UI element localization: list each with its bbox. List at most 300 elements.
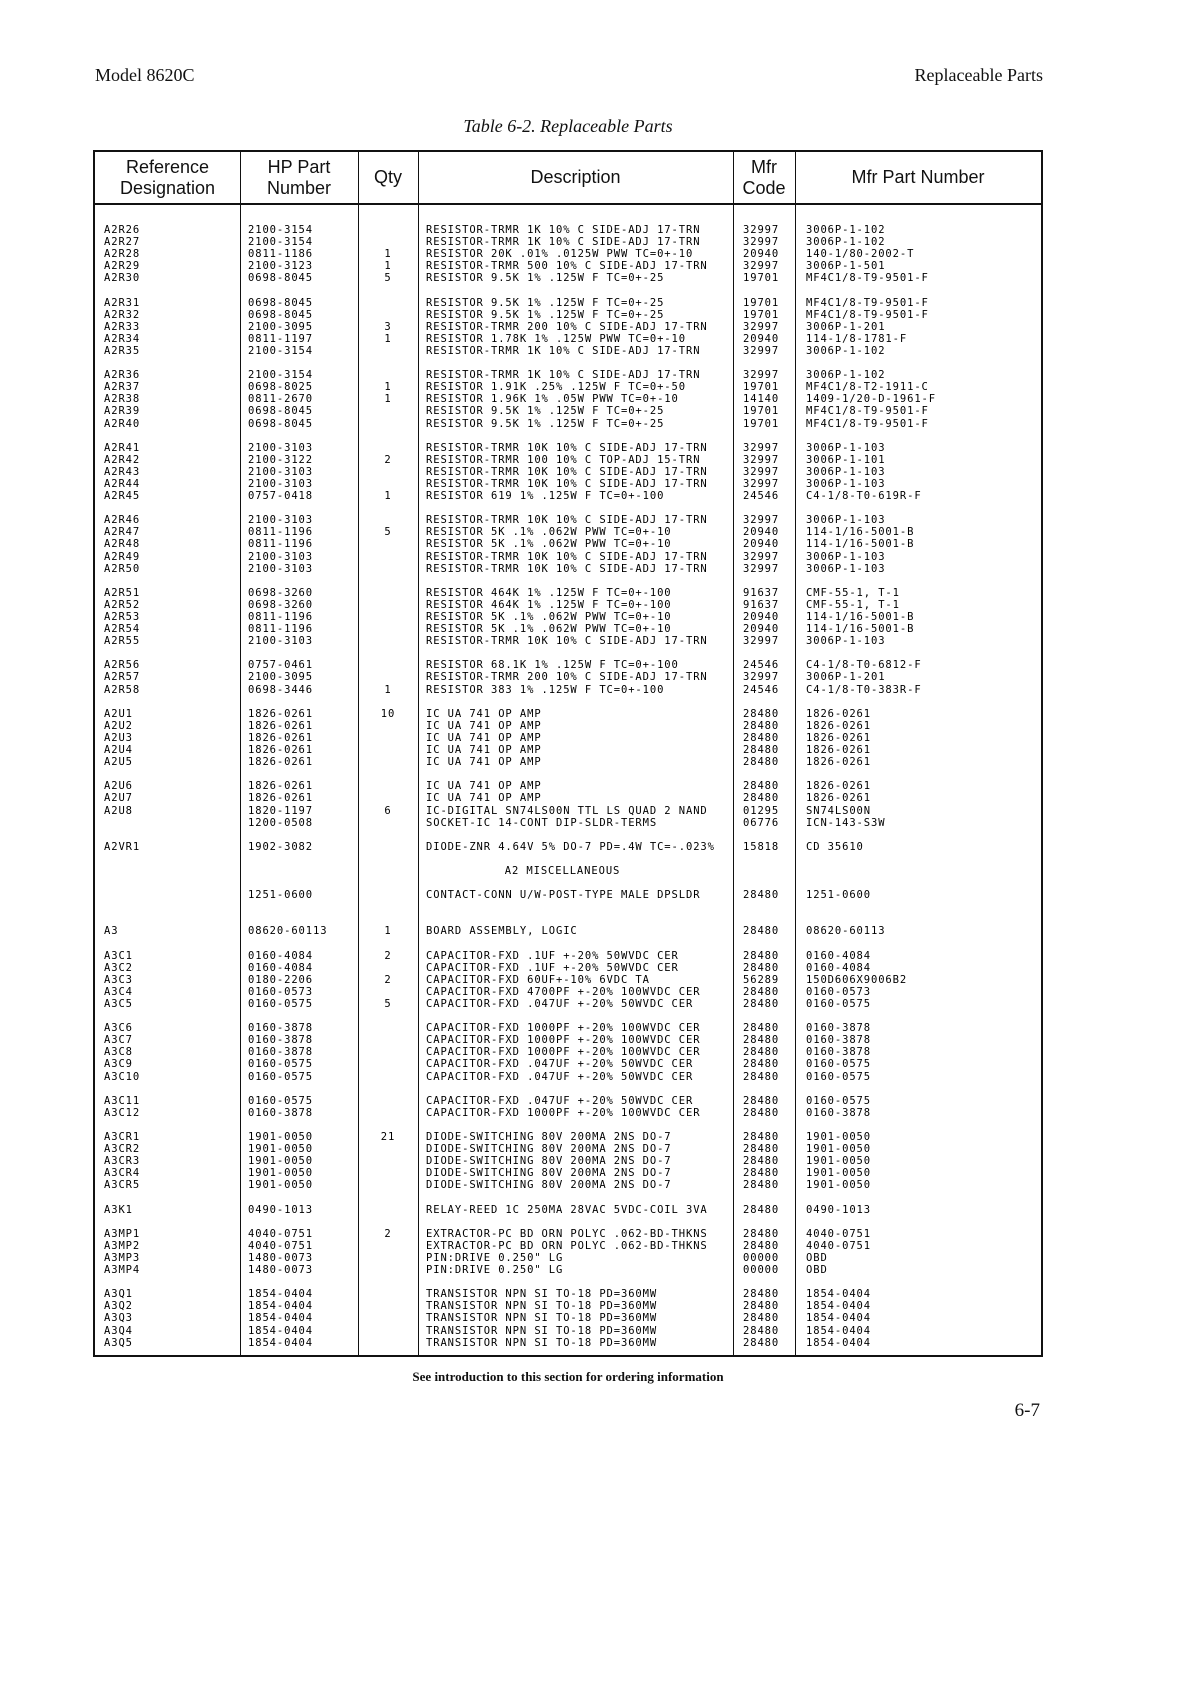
qty-cell: [358, 236, 418, 248]
mfr-part-number-cell: 08620-60113: [806, 925, 886, 938]
ref-designation-cell: A2R51: [104, 586, 141, 599]
description-cell: IC UA 741 OP AMP: [426, 792, 542, 805]
description-cell: RESISTOR-TRMR 1K 10% C SIDE-ADJ 17-TRN: [426, 369, 701, 382]
ref-designation-cell: A3CR3: [104, 1155, 141, 1168]
ref-designation-cell: A3MP2: [104, 1239, 141, 1252]
ref-designation-cell: A2R41: [104, 441, 141, 454]
description-cell: IC UA 741 OP AMP: [426, 780, 542, 793]
description-cell: CAPACITOR-FXD .047UF +-20% 50WVDC CER: [426, 998, 694, 1010]
hp-part-number-cell: 2100-3154: [248, 236, 313, 249]
mfr-part-number-cell: 3006P-1-103: [806, 562, 886, 575]
mfr-code-cell: 28480: [743, 1227, 780, 1240]
qty-cell: 1: [384, 490, 392, 503]
header-description: [418, 152, 733, 203]
mfr-part-number-cell: MF4C1/8-T9-9501-F: [806, 308, 929, 321]
mfr-code-cell: 20940: [743, 611, 780, 623]
description-cell: RESISTOR-TRMR 10K 10% C SIDE-ADJ 17-TRN: [426, 635, 708, 648]
ref-designation-cell: A2R47: [104, 526, 141, 539]
hp-part-number-cell: 2100-3095: [248, 320, 313, 333]
qty-cell: [358, 538, 418, 550]
mfr-code-cell: 32997: [743, 671, 780, 684]
table-row: [95, 792, 1041, 804]
table-row: [95, 1337, 1041, 1349]
table-caption: Table 6-2. Replaceable Parts: [463, 116, 673, 136]
description-cell: IC UA 741 OP AMP: [426, 707, 542, 720]
ref-designation-cell: A2R40: [104, 417, 141, 430]
mfr-code-cell: 32997: [743, 453, 780, 466]
mfr-part-number-cell: 1826-0261: [806, 719, 871, 732]
header-text: Number: [266, 177, 332, 198]
hp-part-number-cell: 2100-3154: [248, 344, 313, 357]
table-row: [95, 260, 1041, 272]
qty-cell: [358, 671, 418, 683]
mfr-part-number-cell: 3006P-1-102: [806, 224, 886, 236]
mfr-part-number-cell: MF4C1/8-T9-9501-F: [806, 405, 929, 418]
mfr-code-cell: 28480: [743, 1336, 780, 1349]
header-text: Code: [742, 177, 786, 198]
mfr-part-number-cell: 3006P-1-501: [806, 260, 886, 273]
ref-designation-cell: A2R55: [104, 635, 141, 648]
mfr-code-cell: 19701: [743, 417, 780, 430]
qty-cell: [358, 514, 418, 526]
ref-designation-cell: A3CR5: [104, 1179, 141, 1192]
description-cell: RESISTOR 9.5K 1% .125W F TC=0+-25: [426, 296, 665, 309]
description-cell: RESISTOR 5K .1% .062W PWW TC=0+-10: [426, 538, 672, 551]
qty-cell: 2: [384, 453, 392, 466]
mfr-part-number-cell: 1854-0404: [806, 1300, 871, 1313]
mfr-part-number-cell: 1826-0261: [806, 780, 871, 793]
qty-cell: [358, 1107, 418, 1119]
qty-cell: [358, 1337, 418, 1349]
hp-part-number-cell: 0160-0573: [248, 985, 313, 998]
description-cell: DIODE-SWITCHING 80V 200MA 2NS DO-7: [426, 1167, 672, 1180]
mfr-code-cell: 28480: [743, 949, 780, 962]
header-qty: [358, 152, 418, 203]
mfr-part-number-cell: 1826-0261: [806, 744, 871, 757]
qty-cell: 1: [384, 683, 392, 696]
hp-part-number-cell: 1820-1197: [248, 804, 313, 817]
ref-designation-cell: A2R52: [104, 598, 141, 611]
table-row: [95, 418, 1041, 430]
qty-cell: [358, 962, 418, 974]
mfr-code-cell: 32997: [743, 260, 780, 273]
qty-cell: [358, 623, 418, 635]
mfr-part-number-cell: C4-1/8-T0-383R-F: [806, 683, 922, 696]
ref-designation-cell: A3C9: [104, 1058, 133, 1071]
table-row: [95, 1022, 1041, 1034]
hp-part-number-cell: 0757-0461: [248, 659, 313, 672]
group-spacer: [95, 1192, 1041, 1204]
mfr-part-number-cell: 4040-0751: [806, 1227, 871, 1240]
ref-designation-cell: A2R58: [104, 683, 141, 696]
group-spacer: [95, 1276, 1041, 1288]
mfr-code-cell: 28480: [743, 1034, 780, 1047]
table-row: [95, 671, 1041, 683]
table-row: [95, 756, 1041, 768]
mfr-code-cell: 28480: [743, 1058, 780, 1071]
mfr-part-number-cell: 0160-0573: [806, 985, 871, 998]
hp-part-number-cell: 0698-8025: [248, 381, 313, 394]
ref-designation-cell: A2R32: [104, 308, 141, 321]
mfr-code-cell: 32997: [743, 320, 780, 333]
mfr-part-number-cell: 0160-0575: [806, 1094, 871, 1107]
hp-part-number-cell: 1826-0261: [248, 792, 313, 805]
ref-designation-cell: A2R44: [104, 477, 141, 490]
table-row: [95, 224, 1041, 236]
mfr-part-number-cell: 0490-1013: [806, 1203, 871, 1216]
mfr-code-cell: 28480: [743, 1179, 780, 1192]
hp-part-number-cell: 0811-2670: [248, 393, 313, 406]
table-row: [95, 345, 1041, 357]
mfr-code-cell: 28480: [743, 1288, 780, 1301]
mfr-part-number-cell: MF4C1/8-T9-9501-F: [806, 272, 929, 285]
ref-designation-cell: A3Q2: [104, 1300, 133, 1313]
hp-part-number-cell: 0811-1196: [248, 623, 313, 636]
qty-cell: [358, 297, 418, 309]
mfr-code-cell: 91637: [743, 586, 780, 599]
ref-designation-cell: A2R36: [104, 369, 141, 382]
qty-cell: [358, 224, 418, 236]
mfr-code-cell: 28480: [743, 961, 780, 974]
qty-cell: 1: [384, 332, 392, 345]
table-row: [95, 454, 1041, 466]
table-row: [95, 333, 1041, 345]
mfr-code-cell: 28480: [743, 756, 780, 769]
hp-part-number-cell: 0698-8045: [248, 272, 313, 285]
qty-cell: [358, 1179, 418, 1191]
description-cell: CAPACITOR-FXD 1000PF +-20% 100WVDC CER: [426, 1022, 701, 1035]
mfr-code-cell: 20940: [743, 526, 780, 539]
mfr-code-cell: 28480: [743, 1300, 780, 1313]
qty-cell: 2: [384, 973, 392, 986]
hp-part-number-cell: 1826-0261: [248, 756, 313, 769]
table-row: [95, 381, 1041, 393]
table-row: [95, 635, 1041, 647]
ref-designation-cell: A2R38: [104, 393, 141, 406]
description-cell: RESISTOR-TRMR 1K 10% C SIDE-ADJ 17-TRN: [426, 236, 701, 249]
mfr-part-number-cell: C4-1/8-T0-619R-F: [806, 490, 922, 503]
mfr-code-cell: 32997: [743, 550, 780, 563]
table-row: [95, 309, 1041, 321]
mfr-code-cell: 32997: [743, 635, 780, 648]
ref-designation-cell: A2R57: [104, 671, 141, 684]
ref-designation-cell: A3C5: [104, 998, 133, 1010]
qty-cell: [358, 1264, 418, 1276]
description-cell: DIODE-SWITCHING 80V 200MA 2NS DO-7: [426, 1131, 672, 1144]
ref-designation-cell: A3C11: [104, 1094, 141, 1107]
description-cell: RESISTOR 9.5K 1% .125W F TC=0+-25: [426, 405, 665, 418]
table-row: [95, 732, 1041, 744]
table-row: [95, 889, 1041, 901]
qty-cell: [358, 659, 418, 671]
table-row: [95, 744, 1041, 756]
ref-designation-cell: A3CR1: [104, 1131, 141, 1144]
ref-designation-cell: A3Q1: [104, 1288, 133, 1301]
ref-designation-cell: A2U8: [104, 804, 133, 817]
mfr-code-cell: 28480: [743, 985, 780, 998]
mfr-part-number-cell: 3006P-1-102: [806, 236, 886, 249]
ref-designation-cell: A2R33: [104, 320, 141, 333]
ref-designation-cell: A2R49: [104, 550, 141, 563]
hp-part-number-cell: 1854-0404: [248, 1324, 313, 1337]
ordering-note: See introduction to this section for ordering information: [412, 1369, 724, 1384]
qty-cell: 1: [384, 393, 392, 406]
ref-designation-cell: A2VR1: [104, 840, 141, 853]
hp-part-number-cell: 1826-0261: [248, 707, 313, 720]
table-row: [95, 1167, 1041, 1179]
hp-part-number-cell: 0698-8045: [248, 405, 313, 418]
mfr-part-number-cell: 1901-0050: [806, 1155, 871, 1168]
qty-cell: [358, 369, 418, 381]
table-row: [95, 1264, 1041, 1276]
mfr-code-cell: 28480: [743, 1106, 780, 1119]
qty-cell: [358, 1325, 418, 1337]
hp-part-number-cell: 4040-0751: [248, 1239, 313, 1252]
hp-part-number-cell: 2100-3103: [248, 635, 313, 648]
description-cell: RESISTOR 5K .1% .062W PWW TC=0+-10: [426, 526, 672, 539]
mfr-code-cell: 19701: [743, 405, 780, 418]
qty-cell: [358, 817, 418, 829]
mfr-code-cell: 28480: [743, 1167, 780, 1180]
header-reference-designation: [95, 152, 240, 203]
description-cell: CAPACITOR-FXD .1UF +-20% 50WVDC CER: [426, 961, 679, 974]
description-cell: RESISTOR 1.96K 1% .05W PWW TC=0+-10: [426, 393, 679, 406]
group-spacer: [95, 829, 1041, 841]
mfr-part-number-cell: CD 35610: [806, 840, 864, 853]
hp-part-number-cell: 2100-3103: [248, 514, 313, 527]
header-mfr-part-number: [795, 152, 1041, 203]
description-cell: DIODE-SWITCHING 80V 200MA 2NS DO-7: [426, 1179, 672, 1192]
hp-part-number-cell: 0160-3878: [248, 1022, 313, 1035]
table-row: [95, 1071, 1041, 1083]
ref-designation-cell: A3C10: [104, 1070, 141, 1083]
mfr-part-number-cell: 3006P-1-103: [806, 550, 886, 563]
table-row: [95, 514, 1041, 526]
hp-part-number-cell: 0698-8045: [248, 417, 313, 430]
hp-part-number-cell: 0698-3260: [248, 598, 313, 611]
hp-part-number-cell: 2100-3154: [248, 224, 313, 236]
model-label: Model 8620C: [95, 65, 195, 85]
ref-designation-cell: A3MP1: [104, 1227, 141, 1240]
hp-part-number-cell: 0160-0575: [248, 1094, 313, 1107]
mfr-code-cell: 06776: [743, 816, 780, 829]
group-spacer: [95, 938, 1041, 950]
description-cell: RESISTOR 9.5K 1% .125W F TC=0+-25: [426, 417, 665, 430]
hp-part-number-cell: 1854-0404: [248, 1300, 313, 1313]
mfr-part-number-cell: 0160-4084: [806, 949, 871, 962]
ref-designation-cell: A3MP3: [104, 1251, 141, 1264]
section-heading: A2 MISCELLANEOUS: [504, 864, 621, 877]
group-spacer: [95, 647, 1041, 659]
description-cell: CAPACITOR-FXD 1000PF +-20% 100WVDC CER: [426, 1034, 701, 1047]
qty-cell: [358, 309, 418, 321]
description-cell: TRANSISTOR NPN SI TO-18 PD=360MW: [426, 1312, 658, 1325]
mfr-part-number-cell: 0160-3878: [806, 1106, 871, 1119]
header-text: Qty: [373, 167, 402, 187]
hp-part-number-cell: 0180-2206: [248, 973, 313, 986]
hp-part-number-cell: 1901-0050: [248, 1155, 313, 1168]
description-cell: RESISTOR-TRMR 200 10% C SIDE-ADJ 17-TRN: [426, 671, 708, 684]
description-cell: IC UA 741 OP AMP: [426, 744, 542, 757]
hp-part-number-cell: 4040-0751: [248, 1227, 313, 1240]
qty-cell: [358, 1143, 418, 1155]
hp-part-number-cell: 0698-8045: [248, 296, 313, 309]
description-cell: CAPACITOR-FXD 60UF+-10% 6VDC TA: [426, 973, 650, 986]
ref-designation-cell: A2R34: [104, 332, 141, 345]
ref-designation-cell: A3K1: [104, 1203, 133, 1216]
table-row: [95, 1228, 1041, 1240]
mfr-part-number-cell: 4040-0751: [806, 1239, 871, 1252]
empty-cell: [358, 865, 418, 877]
qty-cell: [358, 780, 418, 792]
qty-cell: [358, 1071, 418, 1083]
mfr-code-cell: 32997: [743, 224, 780, 236]
mfr-code-cell: 19701: [743, 272, 780, 285]
mfr-code-cell: 28480: [743, 719, 780, 732]
ref-designation-cell: A3C1: [104, 949, 133, 962]
mfr-code-cell: 20940: [743, 538, 780, 551]
ref-designation-cell: A2R30: [104, 272, 141, 285]
hp-part-number-cell: 2100-3122: [248, 453, 313, 466]
description-cell: RESISTOR-TRMR 500 10% C SIDE-ADJ 17-TRN: [426, 260, 708, 273]
mfr-part-number-cell: 1251-0600: [806, 889, 871, 902]
qty-cell: [358, 986, 418, 998]
qty-cell: 1: [384, 260, 392, 273]
mfr-code-cell: 91637: [743, 598, 780, 611]
table-row: [95, 551, 1041, 563]
table-row: [95, 1046, 1041, 1058]
mfr-code-cell: 14140: [743, 393, 780, 406]
mfr-part-number-cell: MF4C1/8-T9-9501-F: [806, 417, 929, 430]
ref-designation-cell: A3C7: [104, 1034, 133, 1047]
table-header-row: [95, 152, 1041, 205]
mfr-code-cell: 19701: [743, 381, 780, 394]
hp-part-number-cell: 1826-0261: [248, 731, 313, 744]
table-row: [95, 1240, 1041, 1252]
qty-cell: [358, 1167, 418, 1179]
hp-part-number-cell: 0811-1196: [248, 611, 313, 623]
qty-cell: [358, 478, 418, 490]
description-cell: CAPACITOR-FXD .047UF +-20% 50WVDC CER: [426, 1058, 694, 1071]
description-cell: RESISTOR 464K 1% .125W F TC=0+-100: [426, 586, 672, 599]
ref-designation-cell: [95, 817, 240, 829]
group-spacer: [95, 853, 1041, 865]
description-cell: CAPACITOR-FXD .047UF +-20% 50WVDC CER: [426, 1094, 694, 1107]
header-text: Mfr Part Number: [851, 167, 985, 187]
mfr-code-cell: 28480: [743, 1143, 780, 1156]
hp-part-number-cell: 1901-0050: [248, 1167, 313, 1180]
table-row: [95, 841, 1041, 853]
mfr-part-number-cell: 0160-4084: [806, 961, 871, 974]
description-cell: RESISTOR 619 1% .125W F TC=0+-100: [426, 490, 665, 503]
mfr-part-number-cell: 114-1/16-5001-B: [806, 623, 915, 636]
qty-cell: [358, 1155, 418, 1167]
hp-part-number-cell: 0160-4084: [248, 949, 313, 962]
table-row: [95, 248, 1041, 260]
table-row: [95, 925, 1041, 937]
ref-designation-cell: A2R28: [104, 248, 141, 261]
mfr-part-number-cell: 1826-0261: [806, 731, 871, 744]
table-row: [95, 998, 1041, 1010]
table-row: [95, 708, 1041, 720]
group-spacer: [95, 430, 1041, 442]
mfr-code-cell: 32997: [743, 477, 780, 490]
qty-cell: [358, 442, 418, 454]
ref-designation-cell: A2R48: [104, 538, 141, 551]
table-row: [95, 369, 1041, 381]
ref-designation-cell: A3Q4: [104, 1324, 133, 1337]
mfr-code-cell: 00000: [743, 1251, 780, 1264]
ref-designation-cell: A2R54: [104, 623, 141, 636]
section-heading-row: [95, 865, 1041, 877]
mfr-code-cell: 56289: [743, 973, 780, 986]
description-cell: RESISTOR 5K .1% .062W PWW TC=0+-10: [426, 611, 672, 623]
qty-cell: [358, 551, 418, 563]
table-row: [95, 442, 1041, 454]
qty-cell: 5: [384, 526, 392, 539]
table-row: [95, 405, 1041, 417]
mfr-part-number-cell: 3006P-1-201: [806, 671, 886, 684]
mfr-part-number-cell: 0160-0575: [806, 1058, 871, 1071]
mfr-code-cell: 32997: [743, 236, 780, 249]
hp-part-number-cell: 1251-0600: [248, 889, 313, 902]
table-row: [95, 720, 1041, 732]
description-cell: RESISTOR-TRMR 10K 10% C SIDE-ADJ 17-TRN: [426, 465, 708, 478]
ref-designation-cell: A3Q3: [104, 1312, 133, 1325]
header-text: Designation: [119, 177, 216, 198]
description-cell: RESISTOR-TRMR 10K 10% C SIDE-ADJ 17-TRN: [426, 514, 708, 527]
qty-cell: [358, 599, 418, 611]
mfr-part-number-cell: 0160-3878: [806, 1034, 871, 1047]
description-cell: RESISTOR 1.78K 1% .125W PWW TC=0+-10: [426, 332, 686, 345]
description-cell: CONTACT-CONN U/W-POST-TYPE MALE DPSLDR: [426, 889, 701, 902]
description-cell: PIN:DRIVE 0.250" LG: [426, 1264, 564, 1277]
hp-part-number-cell: 0698-3260: [248, 586, 313, 599]
group-spacer: [95, 1010, 1041, 1022]
description-cell: DIODE-SWITCHING 80V 200MA 2NS DO-7: [426, 1155, 672, 1168]
ref-designation-cell: A2U3: [104, 731, 133, 744]
table-row: [95, 1034, 1041, 1046]
header-text: Reference: [125, 156, 210, 177]
hp-part-number-cell: 1901-0050: [248, 1131, 313, 1144]
description-cell: EXTRACTOR-PC BD ORN POLYC .062-BD-THKNS: [426, 1239, 708, 1252]
ref-designation-cell: A2R35: [104, 344, 141, 357]
qty-cell: [358, 466, 418, 478]
mfr-code-cell: 01295: [743, 804, 780, 817]
mfr-part-number-cell: 1901-0050: [806, 1143, 871, 1156]
table-row: [95, 1131, 1041, 1143]
ref-designation-cell: A3C8: [104, 1046, 133, 1059]
mfr-code-cell: 28480: [743, 1022, 780, 1035]
replaceable-parts-table: [93, 150, 1043, 1357]
header-text: Mfr: [751, 156, 777, 177]
hp-part-number-cell: 0811-1196: [248, 538, 313, 551]
table-row: [95, 393, 1041, 405]
qty-cell: [358, 1034, 418, 1046]
hp-part-number-cell: 0160-3878: [248, 1034, 313, 1047]
qty-cell: 5: [384, 998, 392, 1010]
table-row: [95, 950, 1041, 962]
description-cell: RESISTOR 68.1K 1% .125W F TC=0+-100: [426, 659, 679, 672]
hp-part-number-cell: 1854-0404: [248, 1288, 313, 1301]
description-cell: BOARD ASSEMBLY, LOGIC: [426, 925, 578, 938]
group-spacer: [95, 284, 1041, 296]
table-row: [95, 599, 1041, 611]
section-title: Replaceable Parts: [914, 65, 1043, 85]
table-row: [95, 526, 1041, 538]
table-row: [95, 1204, 1041, 1216]
mfr-part-number-cell: MF4C1/8-T9-9501-F: [806, 296, 929, 309]
